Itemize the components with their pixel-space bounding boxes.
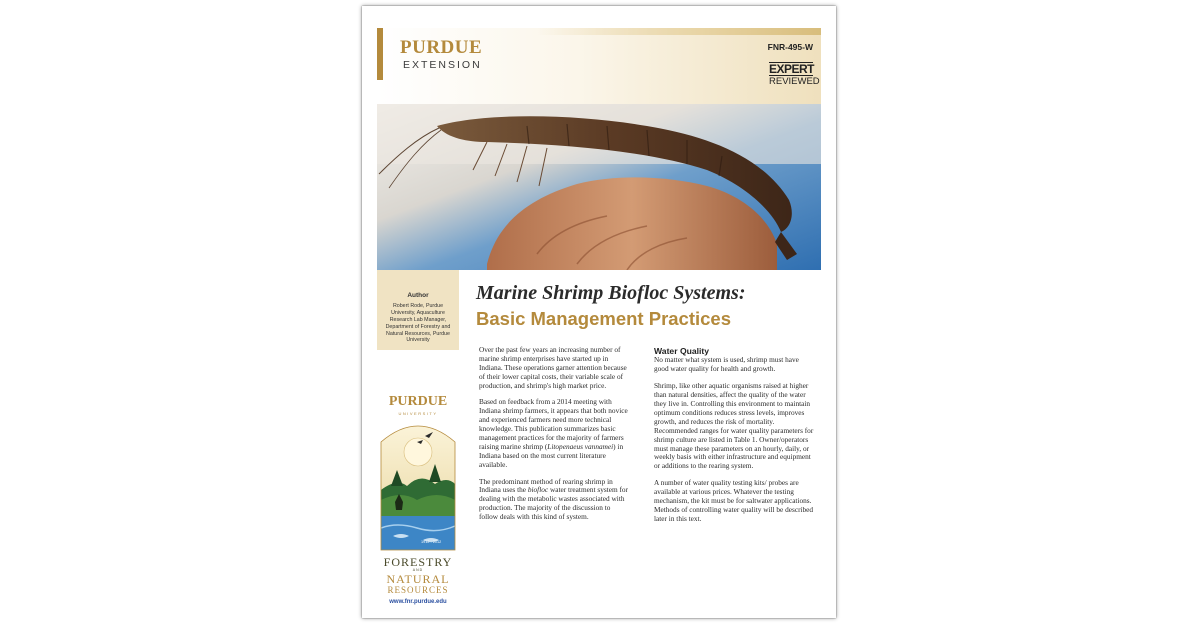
document-title: Marine Shrimp Biofloc Systems: bbox=[476, 282, 746, 304]
header-banner bbox=[377, 28, 821, 104]
fnr-natural-wordmark: NATURAL bbox=[386, 572, 450, 586]
paragraph-water-quality-intro: No matter what system is used, shrimp must have good water quality for health and growth. bbox=[654, 355, 799, 374]
paragraph-feedback-part2: ) in Indiana based on the most current literature available. bbox=[479, 441, 624, 469]
paragraph-biofloc-part2: water treatment system for dealing with the metabolic wastes associated with production. The majority of the discussion to follow deals with this kind of system. bbox=[479, 485, 628, 522]
author-sidebar bbox=[377, 270, 459, 350]
fnr-years: 1912 - 2012 bbox=[421, 540, 442, 544]
paragraph-feedback bbox=[479, 398, 631, 469]
fnr-resources-wordmark: RESOURCES bbox=[387, 585, 449, 595]
document-code: FNR-495-W bbox=[767, 42, 813, 52]
paragraph-testing-kits: A number of water quality testing kits/ probes are available at various prices. Whatever the testing mechanism, the kit must be for saltwater applications. Methods of controlling water quality will be described later in this text. bbox=[654, 478, 814, 523]
document-subtitle: Basic Management Practices bbox=[476, 308, 732, 329]
publication-page bbox=[362, 6, 836, 618]
expert-reviewed-badge bbox=[769, 62, 820, 90]
paragraph-biofloc-part1: The predominant method of rearing shrimp in Indiana uses the bbox=[479, 476, 613, 495]
fnr-website-link[interactable]: www.fnr.purdue.edu bbox=[389, 599, 447, 605]
section-heading-water-quality: Water Quality bbox=[654, 346, 710, 356]
fnr-university-wordmark: UNIVERSITY bbox=[398, 411, 438, 416]
extension-wordmark: EXTENSION bbox=[403, 59, 482, 71]
biofloc-term: biofloc bbox=[527, 485, 549, 495]
author-affiliation: Robert Rode, Purdue University, Aquaculture Research Lab Manager, Department of Forestry and Natural Resources, Purdue University bbox=[385, 303, 451, 344]
paragraph-intro: Over the past few years an increasing number of marine shrimp enterprises have started up in Indiana. These operations garner attention because of their lower capital costs, their variable scale of production, and shrimp's high market price. bbox=[479, 345, 627, 390]
body-column-left bbox=[479, 346, 631, 530]
paragraph-feedback-part1: Based on feedback from a 2014 meeting with Indiana shrimp farmers, it appears that both novice and experienced farmers need more technical knowledge. This publication summarizes basic management practices for the majority of farmers raising marine shrimp ( bbox=[479, 397, 628, 451]
paragraph-biofloc bbox=[479, 478, 631, 522]
body-column-right bbox=[654, 346, 814, 532]
expert-badge-line2: REVIEWED bbox=[769, 76, 820, 87]
fnr-purdue-wordmark: PURDUE bbox=[388, 394, 448, 409]
fnr-and-wordmark: AND bbox=[412, 568, 424, 572]
header-accent-bar bbox=[377, 28, 383, 80]
author-label: Author bbox=[407, 292, 429, 299]
paragraph-water-quality-density: Shrimp, like other aquatic organisms raised at higher than natural densities, affect the quality of the water they live in. Controlling this environment to maintain optimum conditions reduces stress levels, improves growth, and reduces the risk of mortality. Recommended ranges for water quality parameters for shrimp culture are listed in Table 1. Owner/operators must manage these parameters on an hourly, daily, or weekly basis with either infrastructure and equipment or additions to the rearing system. bbox=[654, 381, 814, 471]
expert-badge-line1: EXPERT bbox=[769, 62, 815, 76]
header-gold-stripe bbox=[537, 28, 821, 35]
shrimp-hand-photo bbox=[377, 104, 821, 270]
fnr-forestry-wordmark: FORESTRY bbox=[383, 555, 453, 569]
purdue-extension-logo: PURDUE bbox=[400, 37, 483, 58]
forestry-natural-resources-logo bbox=[377, 390, 459, 594]
species-name: Litopenaeus vannamei bbox=[547, 441, 614, 451]
